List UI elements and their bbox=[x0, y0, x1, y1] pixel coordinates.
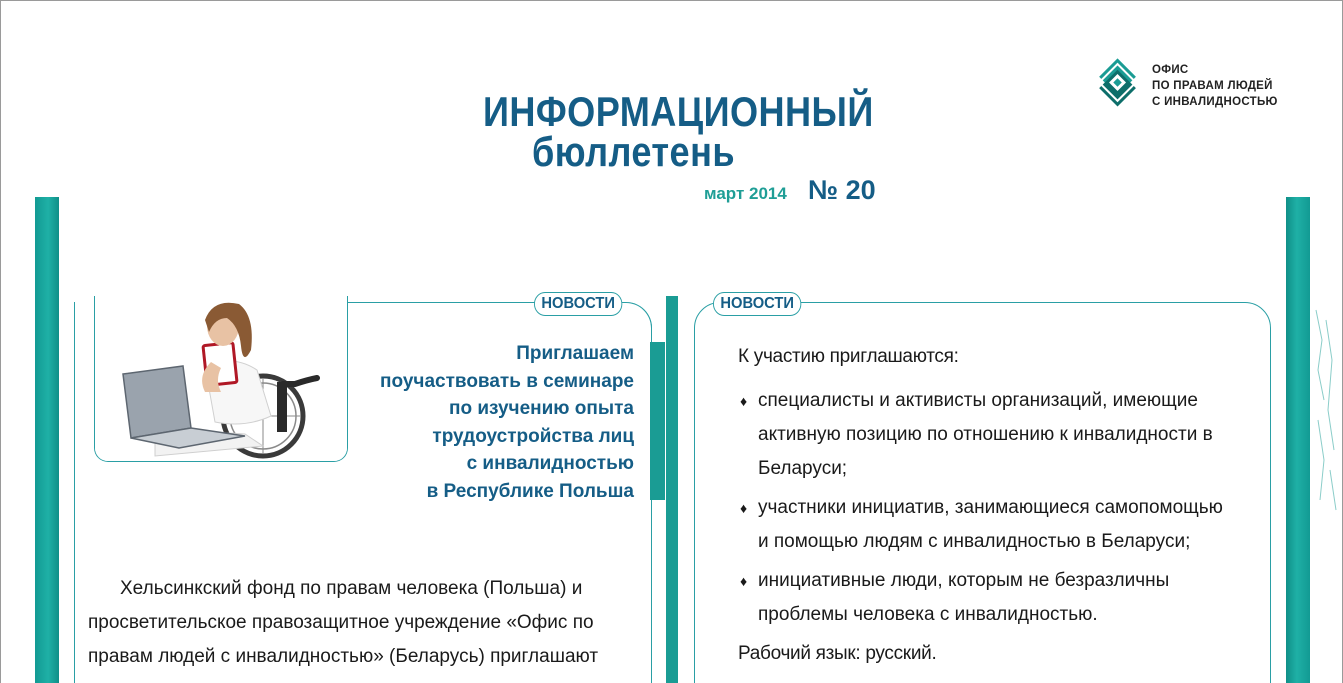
article-body bbox=[88, 572, 640, 674]
headline-line: с инвалидностью bbox=[466, 453, 634, 474]
left-section-tag: НОВОСТИ bbox=[534, 292, 622, 316]
logo-line3: С ИНВАЛИДНОСТЬЮ bbox=[1152, 96, 1278, 108]
office-logo-text bbox=[1152, 62, 1278, 110]
left-decorative-stripe bbox=[35, 197, 59, 683]
bullet-line: участники инициатив, занимающиеся самопомощью bbox=[758, 497, 1223, 518]
issue-date: март 2014 bbox=[704, 184, 787, 203]
headline-accent-bar bbox=[650, 342, 665, 500]
bullet-line: проблемы человека с инвалидностью. bbox=[758, 604, 1098, 625]
masthead-title-line1: ИНФОРМАЦИОННЫЙ bbox=[483, 88, 874, 135]
logo-line1: ОФИС bbox=[1152, 64, 1189, 76]
headline-line: Приглашаем bbox=[516, 343, 634, 364]
office-logo-icon bbox=[1083, 56, 1145, 116]
article-photo bbox=[94, 296, 348, 462]
headline-line: поучаствовать в семинаре bbox=[380, 370, 634, 392]
logo-line2: ПО ПРАВАМ ЛЮДЕЙ bbox=[1152, 80, 1273, 92]
right-article-content bbox=[738, 342, 1260, 671]
participant-bullet bbox=[738, 384, 1260, 486]
body-line: правам людей с инвалидностью» (Беларусь) приглашают bbox=[88, 646, 599, 667]
headline-line: в Республике Польша bbox=[426, 480, 634, 502]
bullet-icon: ♦ bbox=[740, 393, 748, 409]
decorative-lines bbox=[1312, 300, 1340, 530]
right-decorative-stripe bbox=[1286, 197, 1310, 683]
body-line: Хельсинкский фонд по правам человека (Польша) и bbox=[120, 578, 583, 599]
working-language: Рабочий язык: русский. bbox=[738, 643, 937, 664]
masthead-title-line2: бюллетень bbox=[532, 128, 735, 175]
article-headline bbox=[350, 340, 634, 505]
bullet-line: Беларуси; bbox=[758, 458, 848, 479]
participant-bullet bbox=[738, 564, 1260, 632]
headline-line: трудоустройства лиц bbox=[432, 425, 634, 447]
issue-number: № 20 bbox=[808, 175, 876, 205]
woman-in-wheelchair-icon bbox=[95, 296, 348, 462]
bullet-line: инициативные люди, которым не безразличны bbox=[758, 570, 1170, 591]
participant-bullet bbox=[738, 491, 1260, 559]
right-section-tag: НОВОСТИ bbox=[713, 292, 801, 316]
bullet-line: и помощью людям с инвалидностью в Беларуси; bbox=[758, 531, 1191, 552]
body-line: просветительское правозащитное учреждение «Офис по bbox=[88, 612, 594, 633]
participants-intro: К участию приглашаются: bbox=[738, 346, 959, 367]
bullet-icon: ♦ bbox=[740, 573, 748, 589]
bullet-line: активную позицию по отношению к инвалидности в bbox=[758, 424, 1213, 445]
headline-line: по изучению опыта bbox=[448, 398, 634, 419]
bullet-icon: ♦ bbox=[740, 500, 748, 516]
column-divider bbox=[666, 296, 678, 683]
bullet-line: специалисты и активисты организаций, имеющие bbox=[758, 390, 1198, 411]
